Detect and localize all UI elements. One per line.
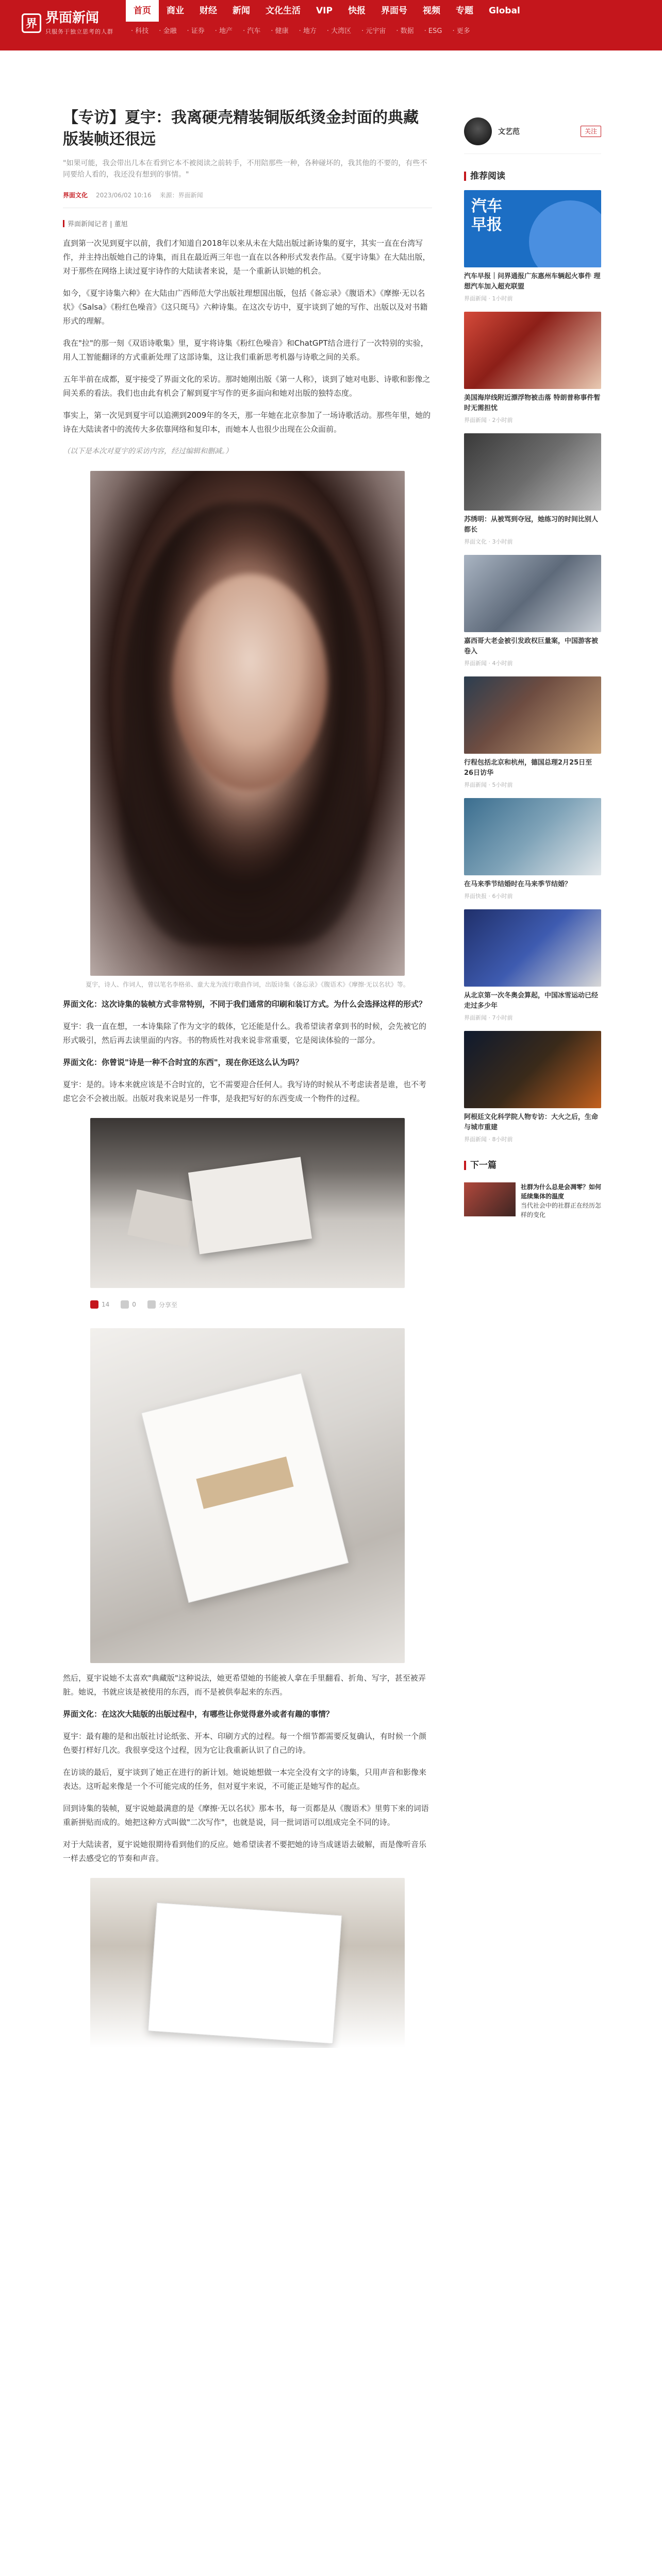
card-image: [464, 312, 601, 389]
article-meta: [63, 191, 432, 199]
card-title[interactable]: 汽车早报｜问界通报广东惠州车辆起火事件 理想汽车加入超充联盟: [464, 273, 601, 291]
card-image: [464, 798, 601, 875]
card-title[interactable]: 在马来季节结婚时在马来季节结婚？: [464, 880, 572, 888]
accent-bar: [63, 220, 64, 227]
card-title[interactable]: 嘉西哥大老金被引发政权巨量案，中国游客被卷入: [464, 637, 599, 655]
question-text: 界面文化：在这次大陆版的出版过程中，有哪些让你觉得意外或者有趣的事情？: [63, 1709, 334, 1719]
next-text: [521, 1182, 601, 1219]
article-paragraph: 直到第一次见到夏宇以前，我们才知道自2018年以来从未在大陆出版过新诗集的夏宇，其实一直在台湾写作，并主持出版她自己的诗集，而且在最近两三年也一直在以各种形式发表作品。《夏宇诗集》在大陆出版，对于那些在网络上读过夏宇诗作的大陆读者来说，是一个重新认识她的机会。: [63, 239, 431, 276]
top-header: [0, 0, 662, 50]
subnav-item[interactable]: · 大湾区: [326, 27, 352, 35]
card-meta: 界面新闻 · 4小时前: [464, 660, 513, 667]
card-image: [464, 555, 601, 632]
recommend-card[interactable]: [464, 798, 601, 900]
site-slogan: 只服务于独立思考的人群: [45, 28, 113, 35]
subnav-item[interactable]: · 汽车: [243, 27, 261, 35]
recommend-card[interactable]: [464, 555, 601, 667]
reporter-text: 界面新闻记者 | 董旭: [68, 221, 128, 228]
site-logo[interactable]: [22, 10, 113, 36]
recommend-card[interactable]: [464, 433, 601, 546]
card-image: [464, 1031, 601, 1108]
qa-block: [63, 997, 432, 1011]
subnav-item[interactable]: · 科技: [131, 27, 149, 35]
qa-block: [63, 1056, 432, 1070]
portrait-photo: [90, 471, 405, 976]
next-thumb: [464, 1182, 516, 1216]
answer-text: 夏宇：是的。诗本来就应该是不合时宜的，它不需要迎合任何人。我写诗的时候从不考虑读者是谁，也不考虑它会不会被出版。出版对我来说是另一件事，是我把写好的东西变成一个物件的过程。: [63, 1080, 427, 1103]
subnav-item[interactable]: · 地方: [299, 27, 317, 35]
article-paragraph: 在访谈的最后，夏宇谈到了她正在进行的新计划。她说她想做一本完全没有文字的诗集，只用声音和影像来表达。这听起来像是一个不可能完成的任务，但对夏宇来说，不可能正是她写作的起点。: [63, 1768, 427, 1791]
card-meta: 界面新闻 · 7小时前: [464, 1014, 513, 1021]
avatar[interactable]: [464, 117, 492, 145]
share-icon: [147, 1300, 156, 1309]
answer-text: 夏宇：最有趣的是和出版社讨论纸张、开本、印刷方式的过程。每一个细节都需要反复确认，有时候一个颜色要打样好几次。我很享受这个过程，因为它让我重新认识了自己的诗。: [63, 1732, 427, 1755]
nav-item-culture[interactable]: 文化生活: [266, 6, 301, 16]
card-meta: 界面快报 · 6小时前: [464, 893, 513, 900]
article-paragraph: 回到诗集的装帧，夏宇说她最满意的是《摩擦·无以名状》那本书，每一页都是从《腹语术》里剪下来的词语重新拼贴而成的。她把这种方式叫做"二次写作"，也就是说，同一批词语可以组成完全不同的诗。: [63, 1804, 429, 1827]
article-paragraph: 如今，《夏宇诗集六种》在大陆由广西师范大学出版社理想国出版，包括《备忘录》《腹语术》《摩擦·无以名状》《Salsa》《粉红色噪音》《这只斑马》六种诗集。在这次专访中，夏宇谈到了她的写作、出版以及对书籍形式的理解。: [63, 289, 428, 326]
next-desc: 当代社会中的社群正在经历怎样的变化: [521, 1202, 602, 1218]
thumbs-up-icon: [90, 1300, 98, 1309]
card-meta: 界面新闻 · 2小时前: [464, 417, 513, 423]
article-author[interactable]: 界面文化: [63, 192, 88, 199]
article-paragraph: 事实上，第一次见到夏宇可以追溯到2009年的冬天，那一年她在北京参加了一场诗歌活动。那些年里，她的诗在大陆读者中的流传大多依靠网络和复印本，而她本人也很少出现在公众面前。: [63, 411, 431, 434]
article-paragraph: 我在"拉"的那一刻《双语诗歌集》里，夏宇将诗集《粉红色噪音》和ChatGPT结合进行了一次特别的实验，用人工智能翻译的方式重新处理了这部诗集，这让我们重新思考机器与诗歌之间的关系。: [63, 338, 428, 362]
nav-item-news[interactable]: 新闻: [233, 6, 250, 16]
nav-item-home[interactable]: 首页: [126, 0, 159, 22]
card-title[interactable]: 阿根廷文化科学院人物专访：大火之后，生命与城市重建: [464, 1113, 599, 1131]
nav-item-jiemianhao[interactable]: 界面号: [380, 6, 407, 16]
article-time: 2023/06/02 10:16: [96, 191, 152, 199]
card-title[interactable]: 苏绣明：从被骂到夺冠，她练习的时间比别人都长: [464, 516, 599, 534]
recommend-card[interactable]: [464, 190, 601, 302]
sidebar: [464, 117, 601, 1219]
answer-text: 夏宇：我一直在想，一本诗集除了作为文字的载体，它还能是什么。我希望读者拿到书的时候，会先被它的形式吸引，然后再去读里面的内容。书的物质性对我来说非常重要，它是阅读体验的一部分。: [63, 1022, 427, 1045]
article-main: [63, 107, 432, 2048]
subnav-item[interactable]: · 金融: [159, 27, 177, 35]
card-image: [464, 676, 601, 754]
book-detail-photo: [90, 1328, 405, 1663]
nav-item-business[interactable]: 商业: [167, 6, 184, 16]
nav-item-video[interactable]: 视频: [422, 6, 440, 16]
main-nav: [126, 0, 528, 22]
like-button[interactable]: [90, 1300, 109, 1309]
subnav-item[interactable]: · 元宇宙: [361, 27, 386, 35]
article-paragraph: 然后，夏宇说她不太喜欢"典藏版"这种说法，她更希望她的书能被人拿在手里翻看、折角、写字，甚至被弄脏。她说，书就应该是被使用的东西，而不是被供奉起来的东西。: [63, 1673, 426, 1697]
article-paragraph: 五年半前在成都，夏宇接受了界面文化的采访。那时她刚出版《第一人称》，谈到了她对电影、诗歌和影像之间关系的看法。我们也由此有机会了解到夏宇写作的更多面向和她对出版的独特态度。: [63, 375, 431, 398]
subnav-item[interactable]: · 数据: [396, 27, 414, 35]
nav-item-global[interactable]: Global: [488, 6, 520, 16]
subnav-item[interactable]: · 更多: [452, 27, 470, 35]
recommend-card[interactable]: [464, 909, 601, 1022]
nav-item-flash[interactable]: 快报: [347, 6, 366, 16]
article-paragraph: 对于大陆读者，夏宇说她很期待看到他们的反应。她希望读者不要把她的诗当成谜语去破解，而是像听音乐一样去感受它的节奏和声音。: [63, 1840, 427, 1863]
card-image: [464, 433, 601, 511]
next-article-row[interactable]: [464, 1182, 601, 1219]
ad-label: [471, 197, 502, 234]
card-meta: 界面新闻 · 5小时前: [464, 782, 513, 788]
comment-button[interactable]: [121, 1300, 136, 1309]
comment-icon: [121, 1300, 129, 1309]
subnav-item[interactable]: · ESG: [424, 27, 442, 35]
photo-caption: 夏宇，诗人、作词人，曾以笔名李格弟、童大龙为流行歌曲作词，出版诗集《备忘录》《腹语术》《摩擦·无以名状》等。: [86, 981, 409, 988]
ad-line: 汽车: [471, 197, 502, 215]
recommend-heading: 推荐阅读: [464, 172, 601, 181]
author-name[interactable]: 文艺范: [498, 128, 520, 136]
qa-block: [63, 1707, 432, 1721]
recommend-card[interactable]: [464, 312, 601, 424]
card-meta: 界面新闻 · 1小时前: [464, 295, 513, 302]
card-meta: 界面新闻 · 8小时前: [464, 1136, 513, 1143]
card-title[interactable]: 行程包括北京和杭州，德国总理2月25日至26日访华: [464, 759, 592, 777]
recommend-card[interactable]: [464, 1031, 601, 1143]
subnav-item[interactable]: · 证券: [187, 27, 205, 35]
question-text: 界面文化：你曾说"诗是一种不合时宜的东西"，现在你还这么认为吗？: [63, 1058, 303, 1067]
share-label: 分享至: [158, 1301, 177, 1309]
article-summary: "如果可能，我会带出几本在看到它本不被阅读之前转手，不用陪那些一种，各种碰坏的，我其他的不要的，有些不同要给人看的，我还没有想到的事情。": [63, 159, 427, 179]
next-title[interactable]: 社群为什么总是会凋零？如何延续集体的温度: [521, 1183, 602, 1200]
author-box: [464, 117, 601, 154]
photo-object: [127, 1190, 197, 1248]
follow-button[interactable]: 关注: [581, 126, 601, 137]
logo-mark-icon: 界: [22, 13, 41, 33]
next-article[interactable]: [464, 1182, 601, 1219]
next-heading: 下一篇: [464, 1161, 601, 1170]
book-photo: [90, 1118, 405, 1288]
article-title: 【专访】夏宇：我离硬壳精装铜版纸烫金封面的典藏版装帧还很远: [63, 109, 419, 148]
card-image: [464, 190, 601, 267]
question-text: 界面文化：这次诗集的装帧方式非常特别，不同于我们通常的印刷和装订方式。为什么会选择这样的形式？: [63, 999, 427, 1009]
recommend-card[interactable]: [464, 676, 601, 789]
card-meta: 界面文化 · 3小时前: [464, 538, 513, 545]
photo-object: [148, 1903, 342, 2044]
article-note: （以下是本次对夏宇的采访内容，经过编辑和删减。）: [63, 447, 233, 455]
card-image: [464, 909, 601, 987]
nav-item-topics[interactable]: 专题: [455, 6, 473, 16]
photo-face-shape: [173, 574, 327, 790]
photo-toolbar: [90, 1293, 405, 1316]
decor-shape: [529, 200, 601, 267]
nav-item-finance[interactable]: 财经: [200, 6, 217, 16]
reporter-tag: [63, 218, 432, 228]
site-name: 界面新闻: [45, 10, 100, 26]
subnav-item[interactable]: · 地产: [214, 27, 233, 35]
ad-line: 早报: [471, 216, 502, 234]
nav-item-vip[interactable]: VIP: [316, 6, 333, 16]
share-button[interactable]: [147, 1300, 177, 1309]
card-title[interactable]: 美国海岸线附近漂浮物被击落 特朗普称事件暂时无需担忧: [464, 394, 601, 412]
comment-count: 0: [132, 1301, 136, 1308]
subnav-item[interactable]: · 健康: [271, 27, 289, 35]
sub-nav: [126, 25, 475, 38]
like-count: 14: [102, 1301, 110, 1308]
card-title[interactable]: 从北京第一次冬奥会算起，中国冰雪运动已经走过多少年: [464, 992, 599, 1010]
book-cover-photo: [90, 1878, 405, 2048]
article-source: 来源：界面新闻: [159, 192, 203, 199]
photo-object: [188, 1157, 312, 1254]
